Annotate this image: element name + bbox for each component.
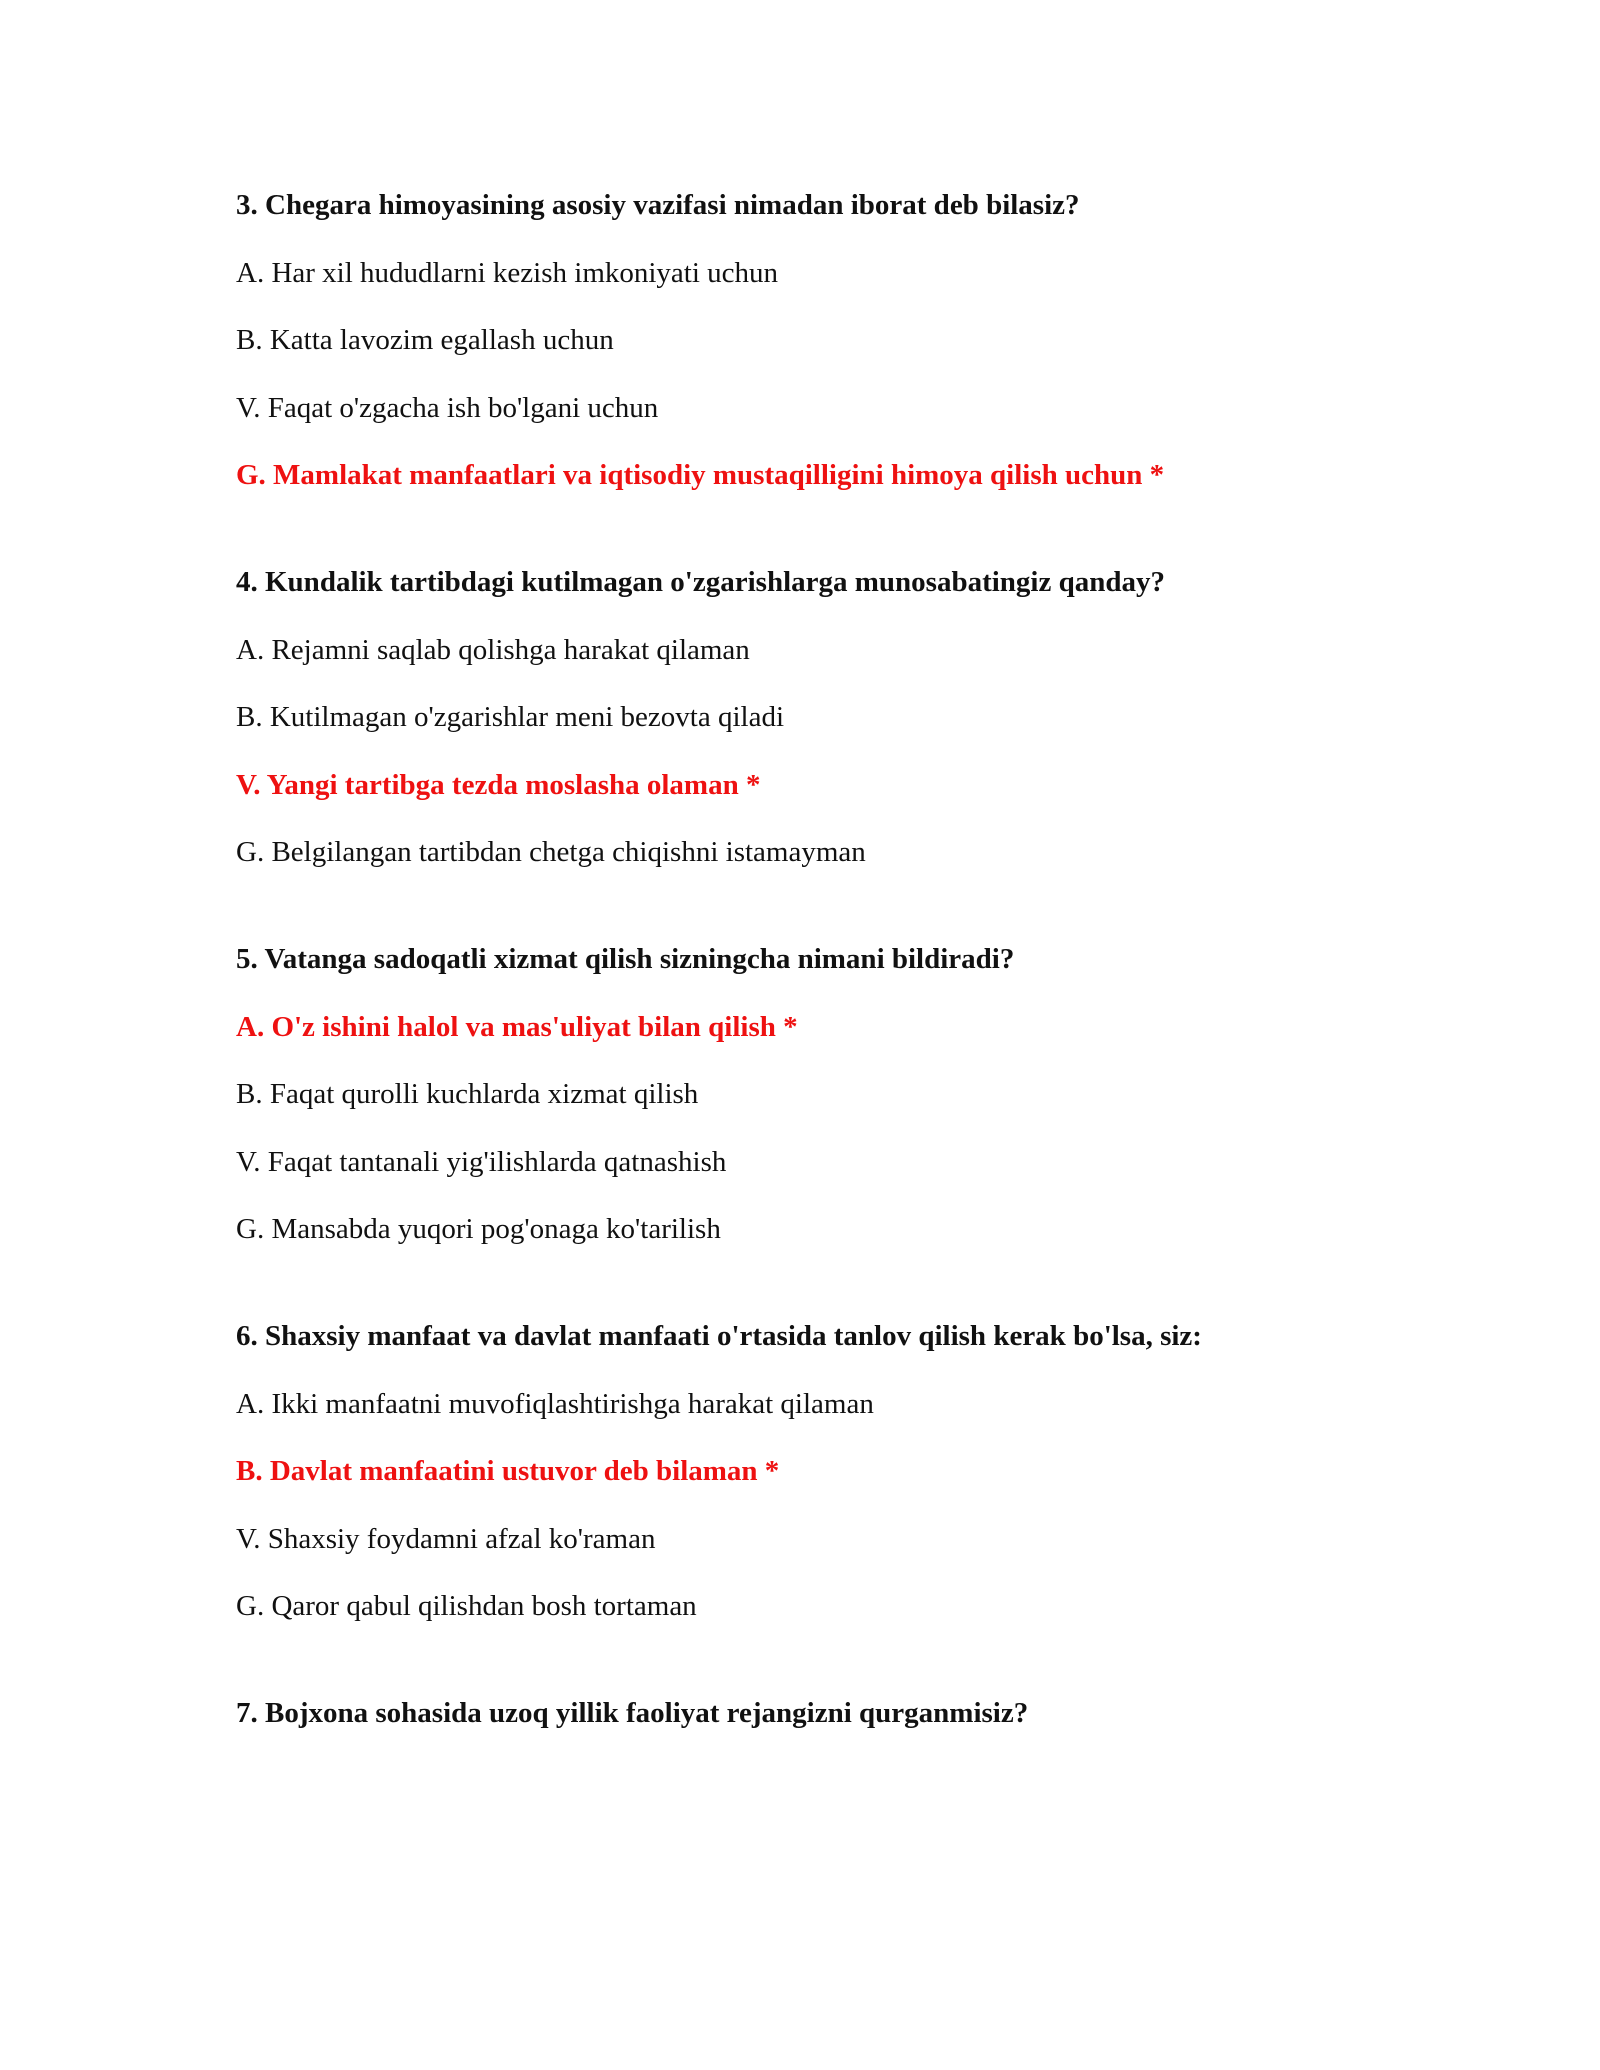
question-text: 4. Kundalik tartibdagi kutilmagan o'zgarishlarga munosabatingiz qanday? (236, 566, 1165, 598)
question-text: 3. Chegara himoyasining asosiy vazifasi nimadan iborat deb bilasiz? (236, 189, 1080, 221)
answer-option: G. Belgilangan tartibdan chetga chiqishni istamayman (236, 836, 866, 868)
answer-option: A. Har xil hududlarni kezish imkoniyati uchun (236, 256, 779, 289)
correct-answer-option: A. O'z ishini halol va mas'uliyat bilan qilish * (236, 1010, 798, 1043)
answer-option: A. Rejamni saqlab qolishga harakat qilaman (236, 633, 750, 666)
answer-option: A. Ikki manfaatni muvofiqlashtirishga harakat qilaman (236, 1387, 874, 1420)
answer-option: V. Faqat tantanali yig'ilishlarda qatnashish (236, 1145, 727, 1178)
correct-answer-option: B. Davlat manfaatini ustuvor deb bilaman * (236, 1455, 780, 1487)
question-list (236, 185, 1436, 1800)
question-block (236, 562, 1436, 872)
correct-answer-option: G. Mamlakat manfaatlari va iqtisodiy mustaqilligini himoya qilish uchun * (236, 459, 1165, 491)
answer-option: V. Shaxsiy foydamni afzal ko'raman (236, 1522, 656, 1555)
question-text: 6. Shaxsiy manfaat va davlat manfaati o'rtasida tanlov qilish kerak bo'lsa, siz: (236, 1320, 1202, 1352)
question-text: 7. Bojxona sohasida uzoq yillik faoliyat rejangizni qurganmisiz? (236, 1697, 1029, 1729)
answer-option: G. Qaror qabul qilishdan bosh tortaman (236, 1590, 697, 1622)
correct-answer-option: V. Yangi tartibga tezda moslasha olaman * (236, 768, 761, 801)
answer-option: V. Faqat o'zgacha ish bo'lgani uchun (236, 391, 659, 424)
answer-option: B. Faqat qurolli kuchlarda xizmat qilish (236, 1078, 699, 1110)
answer-option: G. Mansabda yuqori pog'onaga ko'tarilish (236, 1213, 721, 1245)
answer-option: B. Katta lavozim egallash uchun (236, 324, 614, 356)
question-block (236, 1693, 1436, 1733)
question-block (236, 185, 1436, 495)
question-block (236, 939, 1436, 1249)
answer-option: B. Kutilmagan o'zgarishlar meni bezovta qiladi (236, 701, 785, 733)
question-text: 5. Vatanga sadoqatli xizmat qilish sizningcha nimani bildiradi? (236, 943, 1015, 975)
question-block (236, 1316, 1436, 1626)
